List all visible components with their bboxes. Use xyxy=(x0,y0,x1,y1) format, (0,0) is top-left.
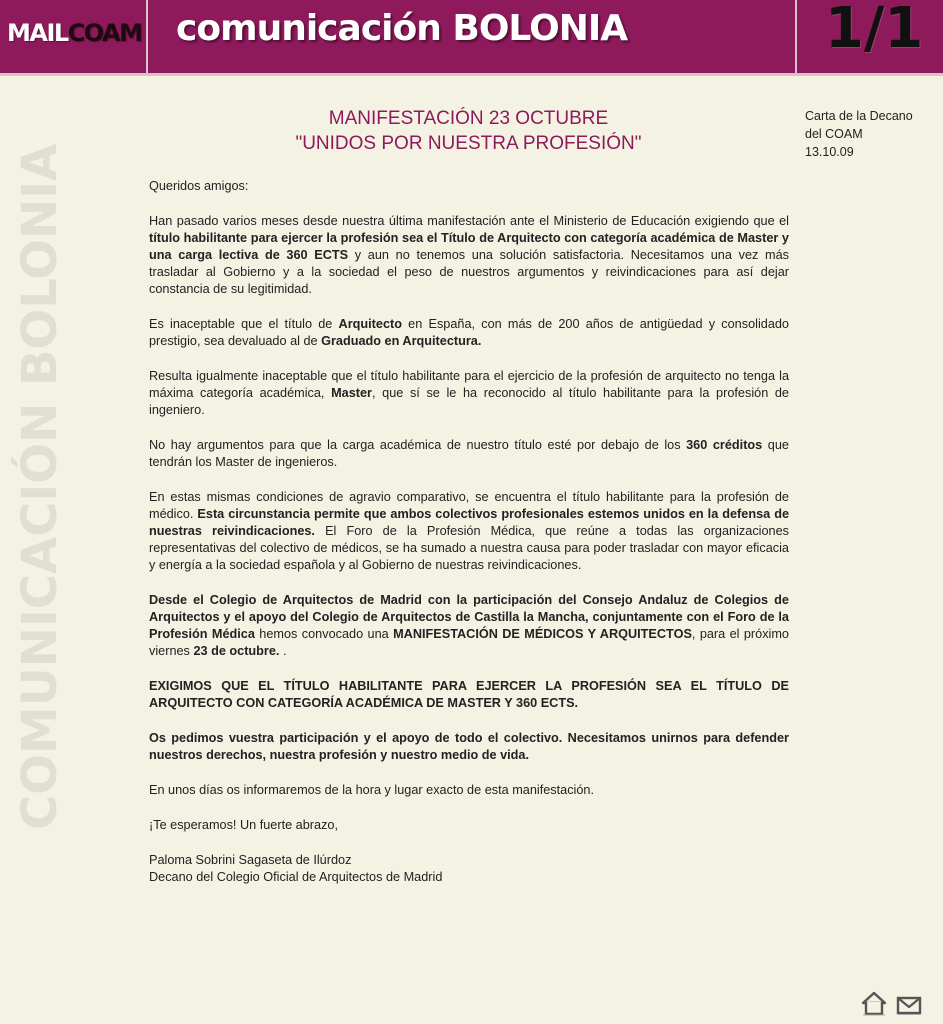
mailcoam-logo xyxy=(0,0,148,76)
p5-bold-1: Esta circunstancia permite que ambos colectivos profesionales estemos unidos en la defensa de nuestras reivindicaciones. xyxy=(149,507,789,538)
p2-bold-2: Graduado en Arquitectura. xyxy=(321,334,482,348)
note-line-1: Carta de la Decano xyxy=(805,109,913,123)
mail-icon[interactable] xyxy=(895,990,923,1018)
note-line-2: del COAM xyxy=(805,127,863,141)
heading-line-2: "UNIDOS POR NUESTRA PROFESIÓN" xyxy=(295,133,642,154)
p6-text-1: hemos convocado una xyxy=(254,627,394,641)
letter-body xyxy=(149,178,789,886)
side-watermark-title: COMUNICACIÓN BOLONIA xyxy=(12,143,68,830)
p1-text-2: y aun no tenemos una solución satisfactoria. Necesitamos una vez más trasladar al Gobierno y a la sociedad el peso de nuestros argumentos y reivindicaciones para así dejar constancia de su legitimidad. xyxy=(149,248,789,296)
page-indicator-box xyxy=(795,0,943,76)
p6-bold-2: MANIFESTACIÓN DE MÉDICOS Y ARQUITECTOS xyxy=(393,627,692,641)
paragraph-8-appeal: Os pedimos vuestra participación y el apoyo de todo el colectivo. Necesitamos unirnos para defender nuestros derechos, nuestra profesión y nuestro medio de vida. xyxy=(149,731,789,762)
p3-text-2: , que sí se le ha reconocido al título habilitante para la profesión de ingeniero. xyxy=(149,386,789,417)
home-icon[interactable] xyxy=(860,990,888,1018)
p2-bold-1: Arquitecto xyxy=(338,317,402,331)
p2-text-1: Es inaceptable que el título de xyxy=(149,317,339,331)
footer-icons xyxy=(860,990,930,1018)
p3-bold-1: Master xyxy=(331,386,372,400)
paragraph-2 xyxy=(149,316,789,350)
paragraph-5 xyxy=(149,489,789,574)
header-title: comunicación BOLONIA xyxy=(176,8,628,49)
page-number: 1/1 xyxy=(825,0,924,61)
p6-text-3: . xyxy=(279,644,287,658)
p4-text-1: No hay argumentos para que la carga académica de nuestro título esté por debajo de los xyxy=(149,438,687,452)
header-banner xyxy=(0,0,943,76)
p2-text-2: en España, con más de 200 años de antigüedad y consolidado prestigio, sea devaluado al de xyxy=(149,317,789,348)
heading-line-1: MANIFESTACIÓN 23 OCTUBRE xyxy=(328,108,609,129)
p6-bold-1: Desde el Colegio de Arquitectos de Madrid con la participación del Consejo Andaluz de Colegios de Arquitectos y el apoyo del Colegio de Arquitectos de Castilla la Mancha, conjuntamente con el Foro de la Profesión Médica xyxy=(149,593,789,641)
logo-coam: COAM xyxy=(67,19,142,47)
paragraph-4 xyxy=(149,437,789,471)
logo-mail: MAIL xyxy=(7,19,68,47)
p5-text-2: El Foro de la Profesión Médica, que reúne a todas las organizaciones representativas del colectivo de médicos, se ha sumado a nuestra causa para poder trasladar con mayor eficacia y energía a la sociedad española y al Gobierno de nuestras reivindicaciones. xyxy=(149,524,789,572)
note-date: 13.10.09 xyxy=(805,145,854,159)
p4-text-2: que tendrán los Master de ingenieros. xyxy=(149,438,789,469)
p4-bold-1: 360 créditos xyxy=(686,438,763,452)
paragraph-6 xyxy=(149,592,789,660)
p5-text-1: En estas mismas condiciones de agravio comparativo, se encuentra el título habilitante para la profesión de médico. xyxy=(149,490,789,521)
paragraph-9: En unos días os informaremos de la hora y lugar exacto de esta manifestación. xyxy=(149,783,595,797)
letter-heading xyxy=(148,106,789,156)
signature-role: Decano del Colegio Oficial de Arquitectos de Madrid xyxy=(149,870,443,884)
letter-note xyxy=(805,107,935,161)
p1-bold-1: título habilitante para ejercer la profesión sea el Título de Arquitecto con categoría académica de Master y una carga lectiva de 360 ECTS xyxy=(149,231,789,262)
logo-text xyxy=(7,19,142,47)
paragraph-7-demand: EXIGIMOS QUE EL TÍTULO HABILITANTE PARA EJERCER LA PROFESIÓN SEA EL TÍTULO DE ARQUITECTO CON CATEGORÍA ACADÉMICA DE MASTER Y 360 ECTS. xyxy=(149,679,789,710)
p6-text-2: , para el próximo viernes xyxy=(149,627,789,658)
paragraph-10-closing: ¡Te esperamos! Un fuerte abrazo, xyxy=(149,818,338,832)
signature-name: Paloma Sobrini Sagaseta de Ilúrdoz xyxy=(149,853,352,867)
letter-greeting: Queridos amigos: xyxy=(149,179,249,193)
paragraph-1 xyxy=(149,213,789,298)
p3-text-1: Resulta igualmente inaceptable que el título habilitante para el ejercicio de la profesión de arquitecto no tenga la máxima categoría académica, xyxy=(149,369,789,400)
p1-text-1: Han pasado varios meses desde nuestra última manifestación ante el Ministerio de Educación exigiendo que el xyxy=(149,214,789,228)
p6-bold-3: 23 de octubre. xyxy=(193,644,280,658)
paragraph-3 xyxy=(149,368,789,419)
